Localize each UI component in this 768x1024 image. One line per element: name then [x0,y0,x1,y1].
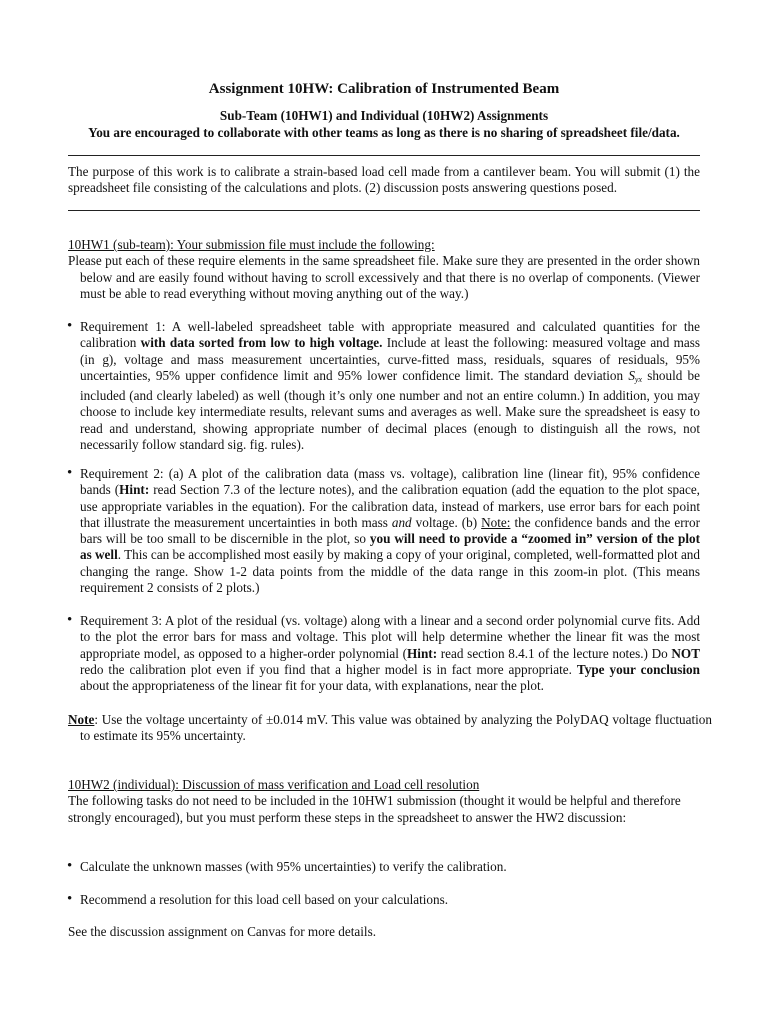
note-label: Note [68,712,95,727]
bullet-icon: • [67,891,73,907]
hw2-heading: 10HW2 (individual): Discussion of mass verification and Load cell resolution [68,777,480,792]
requirement-2-text: Requirement 2: (a) A plot of the calibration data (mass vs. voltage), calibration line (linear fit), 95% confidence bands (Hint: read Section 7.3 of the lecture notes), and the calibration equation (add the equation to the plot space, use appropriate variables in the equation). For the calibration data, instead of markers, use error bars for each point that illustrate the measurement uncertainties in both mass and voltage. (b) Note: the confidence bands and the error bars will be too small to be discernible in the plot, so you will need to provide a “zoomed in” version of the plot as well. This can be accomplished most easily by making a copy of your original, completed, well-formatted plot and changing the range. Show 1-2 data points from the middle of the data range in this zoom-in plot. (This means requirement 2 consists of 2 plots.) [80,466,701,596]
requirement-1-text: Requirement 1: A well-labeled spreadsheet table with appropriate measured and calculated quantities for the calibration with data sorted from low to high voltage. Include at least the following: measured voltage and mass (in g), voltage and mass measurement uncertainties, curve-fitted mass, residuals, squares of residuals, 95% uncertainties, 95% upper confidence limit and 95% lower confidence limit. The standard deviation $S_{yx}$ should be included (and clearly labeled) as well (though it’s only one number and not an entire column.) In addition, you may choose to include key intermediate results, relevant sums and averages as well. Make sure the spreadsheet is easy to read and understand, showing appropriate number of decimal places (enough to distinguish all the rows, not necessarily follow standard sig. fig. rules). [80,319,701,453]
bullet-icon: • [67,858,73,874]
requirement-2 [68,466,700,596]
hw2-bullet-2 [68,892,700,908]
bullet-icon: • [67,318,73,334]
hw2-intro: The following tasks do not need to be included in the 10HW1 submission (thought it would be helpful and therefore strongly encouraged), but you must perform these steps in the spreadsheet to answer the HW2 discussion: [68,793,681,825]
divider-top [68,155,700,156]
purpose-paragraph: The purpose of this work is to calibrate a strain-based load cell made from a cantilever beam. You will submit (1) the spreadsheet file consisting of the calculations and plots. (2) discussion posts answering questions posed. [68,164,700,196]
bullet-icon: • [67,612,73,628]
hw2-bullet-2-text: Recommend a resolution for this load cell based on your calculations. [80,892,449,907]
page-subtitle: Sub-Team (10HW1) and Individual (10HW2) Assignments [219,108,549,123]
collaboration-note: You are encouraged to collaborate with other teams as long as there is no sharing of spreadsheet file/data. [88,125,680,140]
page-title: Assignment 10HW: Calibration of Instrumented Beam [208,81,560,97]
voltage-note: Note: Use the voltage uncertainty of ±0.014 mV. This value was obtained by analyzing the PolyDAQ voltage fluctuation to estimate its 95% uncertainty. [68,712,712,744]
requirement-3-text: Requirement 3: A plot of the residual (vs. voltage) along with a linear and a second order polynomial curve fits. Add to the plot the error bars for mass and voltage. This plot will help determine whether the linear fit was the most appropriate model, as opposed to a higher-order polynomial (Hint: read section 8.4.1 of the lecture notes.) Do NOT redo the calibration plot even if you find that a higher model is in fact more appropriate. Type your conclusion about the appropriateness of the linear fit for your data, with explanations, near the plot. [80,613,700,694]
divider-bottom [68,210,700,211]
hw2-bullet-1-text: Calculate the unknown masses (with 95% uncertainties) to verify the calibration. [80,859,507,874]
hw1-intro: Please put each of these require elements in the same spreadsheet file. Make sure they are presented in the order shown below and are easily found without having to scroll excessively and that there is no overlap of components. (Viewer must be able to read everything without moving anything out of the way.) [68,253,700,301]
hw1-heading: 10HW1 (sub-team): Your submission file must include the following: [68,237,435,252]
requirement-1 [68,319,700,453]
bullet-icon: • [67,465,73,481]
hw1-section [68,237,700,302]
hw2-bullet-1 [68,859,700,875]
hw2-section [68,777,700,826]
requirement-3 [68,613,700,694]
footer-note: See the discussion assignment on Canvas for more details. [68,924,377,939]
